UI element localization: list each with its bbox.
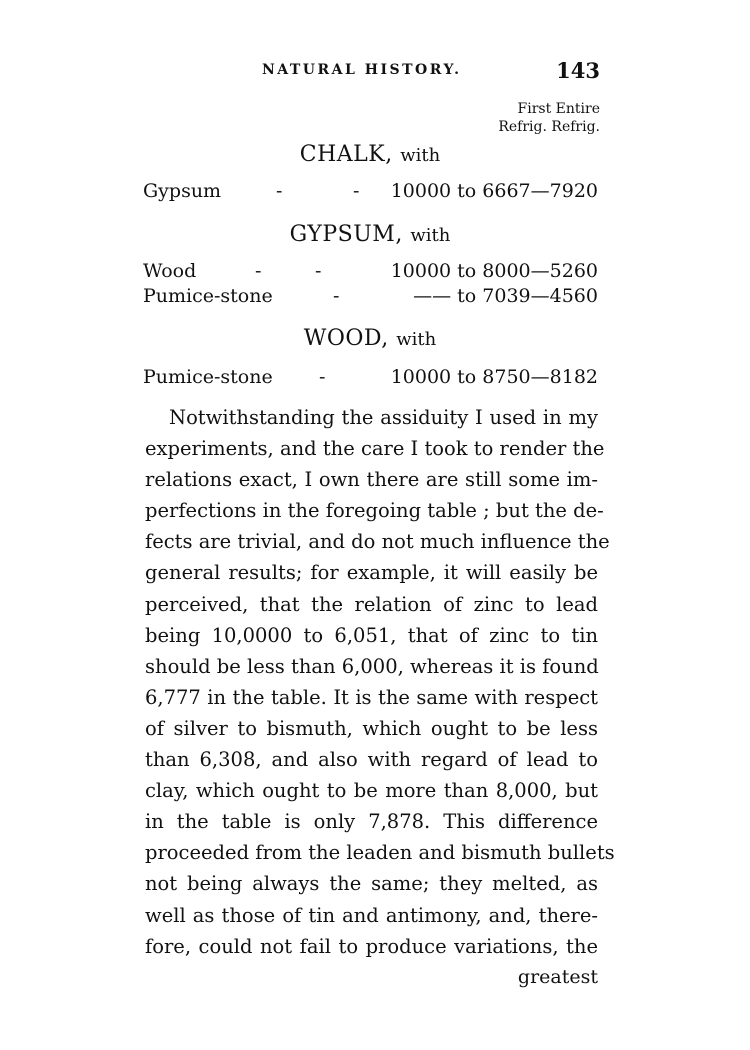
section-heading-with: with bbox=[410, 225, 451, 246]
text-line: general results; for example, it will easily be bbox=[145, 561, 598, 585]
column-heading-line-2: Refrig. Refrig. bbox=[498, 119, 600, 135]
row-values: 10000 to 8750—8182 bbox=[390, 366, 598, 388]
text-line: of silver to bismuth, which ought to be less bbox=[145, 716, 598, 740]
text-line: proceeded from the leaden and bismuth bullets bbox=[145, 841, 615, 865]
row-material: Gypsum bbox=[143, 180, 222, 202]
section-heading-title: CHALK, bbox=[299, 142, 393, 167]
text-line: experiments, and the care I took to render the bbox=[145, 437, 605, 461]
table-row-gypsum-wood bbox=[143, 260, 598, 286]
text-line: fects are trivial, and do not much influence the bbox=[145, 530, 610, 554]
text-line: perceived, that the relation of zinc to lead bbox=[145, 592, 598, 616]
running-head bbox=[140, 58, 600, 88]
section-heading-title: GYPSUM, bbox=[289, 222, 403, 247]
row-dash: - bbox=[315, 260, 322, 282]
table-row-gypsum-pumice-stone bbox=[143, 285, 598, 311]
column-heading-line-1: First Entire bbox=[517, 101, 600, 117]
text-line: 6,777 in the table. It is the same with respect bbox=[145, 685, 598, 709]
row-material: Pumice-stone bbox=[143, 366, 273, 388]
section-heading-title: WOOD, bbox=[303, 326, 389, 351]
row-values: 10000 to 8000—5260 bbox=[390, 260, 598, 282]
section-heading-with: with bbox=[396, 329, 437, 350]
row-values: 10000 to 6667—7920 bbox=[390, 180, 598, 202]
text-line: perfections in the foregoing table ; but the de- bbox=[145, 499, 604, 523]
running-title: NATURAL HISTORY. bbox=[262, 62, 462, 78]
section-heading-wood bbox=[140, 326, 600, 351]
row-dash: - bbox=[353, 180, 360, 202]
text-line: clay, which ought to be more than 8,000, but bbox=[145, 779, 598, 803]
text-line: in the table is only 7,878. This difference bbox=[145, 810, 598, 834]
section-heading-gypsum bbox=[140, 222, 600, 247]
text-line: relations exact, I own there are still some im- bbox=[145, 468, 598, 492]
column-headings bbox=[498, 100, 600, 136]
row-dash: - bbox=[319, 366, 326, 388]
row-dash: - bbox=[276, 180, 283, 202]
table-row-chalk-gypsum bbox=[143, 180, 598, 206]
table-row-wood-pumice-stone bbox=[143, 366, 598, 392]
row-dash: - bbox=[333, 285, 340, 307]
row-material: Pumice-stone bbox=[143, 285, 273, 307]
text-line: Notwithstanding the assiduity I used in my bbox=[169, 406, 598, 429]
text-line: well as those of tin and antimony, and, there- bbox=[145, 903, 598, 927]
body-paragraph bbox=[145, 402, 615, 962]
text-line: not being always the same; they melted, as bbox=[145, 872, 598, 896]
page-number: 143 bbox=[556, 58, 600, 83]
row-values: —— to 7039—4560 bbox=[413, 285, 598, 307]
section-heading-with: with bbox=[400, 145, 441, 166]
text-line: than 6,308, and also with regard of lead to bbox=[145, 748, 598, 772]
text-line: should be less than 6,000, whereas it is found bbox=[145, 654, 599, 678]
text-line: being 10,0000 to 6,051, that of zinc to tin bbox=[145, 623, 598, 647]
section-heading-chalk bbox=[140, 142, 600, 167]
catchword: greatest bbox=[517, 966, 598, 988]
row-dash: - bbox=[255, 260, 262, 282]
text-line: fore, could not fail to produce variations, the bbox=[145, 934, 598, 958]
row-material: Wood bbox=[143, 260, 197, 282]
